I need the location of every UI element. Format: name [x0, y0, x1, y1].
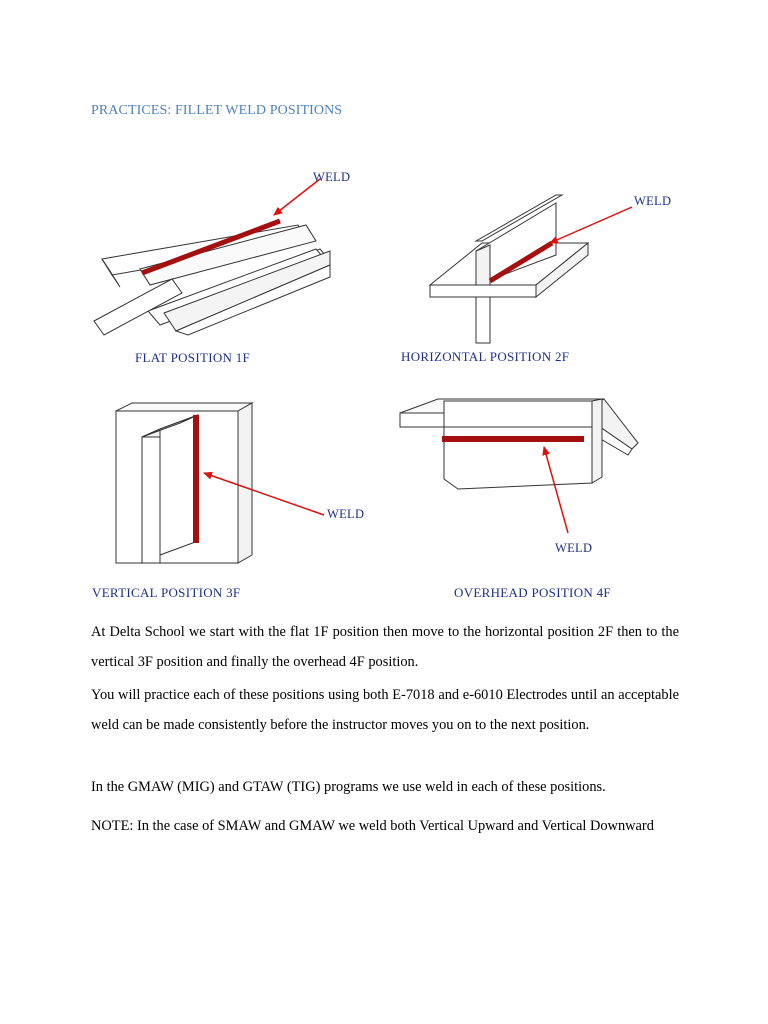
paragraph-progression: At Delta School we start with the flat 1F position then move to the horizontal position 2F then to the vertical 3F position and finally the overhead 4F position.: [91, 624, 679, 670]
caption-overhead-position: OVERHEAD POSITION 4F: [454, 585, 611, 600]
paragraph-gmaw-gtaw: In the GMAW (MIG) and GTAW (TIG) programs we use weld in each of these positions.: [91, 779, 606, 795]
horizontal-weld-label: WELD: [634, 194, 672, 208]
horizontal-position-diagram: [430, 195, 632, 343]
overhead-block-back: [444, 401, 592, 427]
overhead-block-side: [592, 399, 602, 483]
vertical-weld-label: WELD: [327, 507, 365, 521]
vertical-back-side: [238, 403, 252, 563]
fillet-weld-positions-figure: [80, 155, 700, 615]
horizontal-base-front: [430, 285, 536, 297]
horizontal-upright-edge: [476, 245, 490, 285]
horizontal-weld-arrow: [550, 207, 632, 243]
vertical-back-top: [116, 403, 252, 411]
horizontal-stem: [476, 297, 490, 343]
page-heading: PRACTICES: FILLET WELD POSITIONS: [91, 103, 343, 118]
vertical-position-diagram: [116, 403, 324, 563]
flat-weld-label: WELD: [313, 170, 351, 184]
flat-weld-arrow: [274, 179, 320, 215]
paragraph-note: NOTE: In the case of SMAW and GMAW we weld both Vertical Upward and Vertical Downward: [91, 818, 654, 834]
overhead-weld-label: WELD: [555, 541, 593, 555]
caption-vertical-position: VERTICAL POSITION 3F: [92, 585, 241, 600]
flat-position-diagram: [94, 179, 330, 335]
caption-horizontal-position: HORIZONTAL POSITION 2F: [401, 349, 570, 364]
caption-flat-position: FLAT POSITION 1F: [135, 350, 251, 365]
overhead-position-diagram: [400, 399, 638, 533]
paragraph-electrodes: You will practice each of these positions using both E-7018 and e-6010 Electrodes until an acceptable weld can be made consistently before the instructor moves you on to the next position.: [91, 687, 679, 733]
weld-diagrams: [80, 155, 700, 615]
vertical-front-face: [142, 437, 160, 563]
vertical-front-side: [160, 415, 198, 555]
